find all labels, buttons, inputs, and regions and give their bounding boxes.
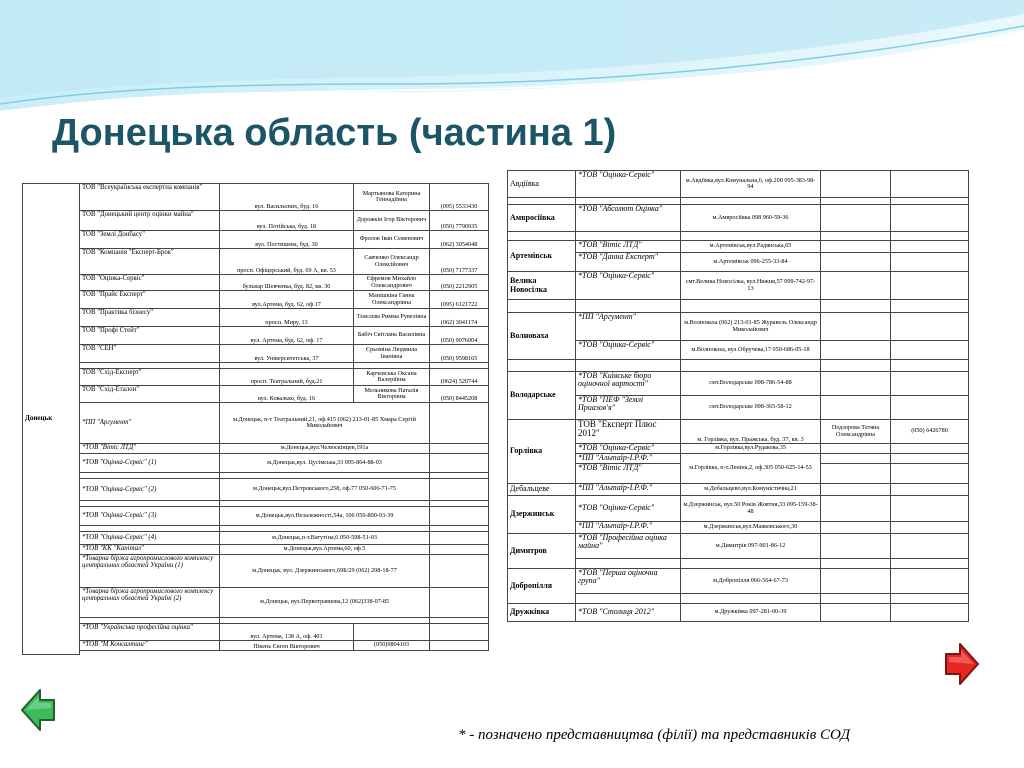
empty-cell [821, 205, 891, 232]
empty-cell [508, 198, 576, 205]
empty-cell [891, 372, 969, 396]
empty-cell [891, 594, 969, 604]
branch-details: м.Донецьк, вул. Дзержинського,69Б/29 (062) 208-18-77 [220, 555, 430, 588]
company-address: бульвар Шевченка, буд. 82, кв. 30 [220, 275, 354, 291]
company-person: Савченко Олександр Олексійович [354, 249, 430, 275]
branch-details: м.Донецьк,п-т.Ватутіна,6 050-598-51-03 [220, 532, 430, 545]
empty-cell [681, 559, 821, 569]
empty-cell [681, 300, 821, 313]
empty-cell [891, 444, 969, 454]
branch-name: *ТОВ "КК "Капітал" [80, 545, 220, 555]
branch-name: *ТОВ "Оцінка-Сервіс" [576, 444, 681, 454]
company-person: Карчевська Оксана Валеріївна [354, 369, 430, 386]
empty-cell [821, 313, 891, 341]
company-person: Тєвєлєва Римма Рувелівна [354, 309, 430, 327]
empty-cell [681, 594, 821, 604]
branch-name: *ТОВ "Перша оціночна група" [576, 569, 681, 594]
branch-name: *ТОВ "Професійна оцінка майна" [576, 534, 681, 559]
city-cell: Дзержинськ [508, 496, 576, 534]
footnote: * - позначено представництва (філії) та представників СОД [458, 727, 851, 743]
empty-cell [430, 532, 489, 545]
empty-cell [821, 372, 891, 396]
branch-name: *ТОВ "Українська професійна оцінка" [80, 624, 220, 641]
city-cell: Велика Новосілка [508, 272, 576, 300]
empty-cell [891, 396, 969, 420]
company-person: Манішкіна Ганна Олександрівна [354, 291, 430, 309]
city-cell: Володарське [508, 372, 576, 420]
company-person: Мельникова Наталія Вікторівна [354, 386, 430, 403]
empty-cell [891, 569, 969, 594]
empty-cell [430, 555, 489, 588]
empty-cell [891, 341, 969, 360]
branch-details: м.Горлівка,вул.Рудакова,35 [681, 444, 821, 454]
branch-details: м.Донецьк,вул.Артема,60, оф.5 [220, 545, 430, 555]
branch-details: смт.Велика Новосілка, вул.Нижня,57 099-742-97-13 [681, 272, 821, 300]
company-phone: (050) 8445208 [430, 386, 489, 403]
branch-name: *ТОВ "Абсолют Оцінка" [576, 205, 681, 232]
company-name: ТОВ "Оцінка-Сервіс" [80, 275, 220, 291]
branch-name: *ТОВ "ПЕФ "Землі Приазов'я" [576, 396, 681, 420]
branch-details: м.Дзержинськ,вул.Маяковського,30 [681, 522, 821, 534]
company-phone: (050) 6426780 [891, 420, 969, 444]
empty-cell [891, 198, 969, 205]
empty-cell [821, 171, 891, 198]
branch-name: *ПП "Альтаїр-І.Р.Ф." [576, 484, 681, 496]
city-cell: Добропілля [508, 569, 576, 604]
empty-cell [821, 594, 891, 604]
company-name: ТОВ "Компанія "Експерт-Брок" [80, 249, 220, 275]
empty-cell [430, 588, 489, 618]
branch-details: м.Донецьк, вул.Первотравнева,12 (062)338-07-85 [220, 588, 430, 618]
company-address: просп. Театральний, буд.21 [220, 369, 354, 386]
empty-cell [891, 171, 969, 198]
branch-details: м.Артемівськ 096-255-33-84 [681, 253, 821, 272]
empty-cell [891, 464, 969, 484]
branch-name: *ПП "Аргумент" [80, 403, 220, 444]
branch-details: м.Дзержинськ, вул.50 Років Жовтня,33 095-159-38-48 [681, 496, 821, 522]
company-person: (050)9804103 [354, 641, 430, 651]
company-name: ТОВ "Схід-Експерт" [80, 369, 220, 386]
company-phone: (050) 7177337 [430, 249, 489, 275]
empty-cell [891, 534, 969, 559]
empty-cell [821, 198, 891, 205]
company-address: вул.Артема, буд. 62, оф.17 [220, 291, 354, 309]
branch-name: *ПП "Аргумент" [576, 313, 681, 341]
empty-cell [891, 484, 969, 496]
empty-cell [576, 198, 681, 205]
empty-cell [430, 507, 489, 526]
company-name: ТОВ "Профі Стейт" [80, 327, 220, 345]
company-address: вул. Постишева, буд. 30 [220, 231, 354, 249]
company-person: Бабіч Світлана Василівна [354, 327, 430, 345]
empty-cell [508, 232, 576, 241]
company-address: м. Горлівка, вул. Пражська, буд. 37, кв. 3 [681, 420, 821, 444]
empty-cell [821, 559, 891, 569]
empty-cell [891, 272, 969, 300]
company-address: вул. Потійська, буд. 18 [220, 211, 354, 231]
company-name: ТОВ "Практика бізнесу" [80, 309, 220, 327]
company-person: Подзорова Тетяна Олександрівна [821, 420, 891, 444]
empty-cell [891, 496, 969, 522]
slide-title: Донецька область (частина 1) [52, 112, 617, 154]
branch-details: м.Донецьк,вул.Петровського,258, оф.77 050-606-71-75 [220, 479, 430, 501]
city-cell: Дружківка [508, 604, 576, 622]
city-cell: Донецьк [23, 184, 80, 655]
empty-cell [576, 559, 681, 569]
company-address: вул. Ковалько, буд. 16 [220, 386, 354, 403]
branch-name: *ТОВ "Оцінка-Сервіс" (2) [80, 479, 220, 501]
branch-name: *Товарна біржа агропромислового комплексу центральних областей України (1) [80, 555, 220, 588]
branch-name: *ПП "Альтаїр-І.Р.Ф." [576, 522, 681, 534]
empty-cell [891, 232, 969, 241]
city-cell: Волноваха [508, 313, 576, 360]
branch-name: *ТОВ "Оцінка-Сервіс" (4) [80, 532, 220, 545]
company-address: Пікень Євген Вікторович [220, 641, 354, 651]
empty-cell [821, 454, 891, 464]
city-cell: Артемівськ [508, 241, 576, 272]
company-name: ТОВ "Прайс Експерт" [80, 291, 220, 309]
company-phone [430, 624, 489, 641]
city-cell: Дебальцеве [508, 484, 576, 496]
empty-cell [891, 205, 969, 232]
company-phone: (050) 7790935 [430, 211, 489, 231]
company-address: просп. Офіцерський, буд. 69 А, кв. 53 [220, 249, 354, 275]
branch-name: *ПП "Альтаїр-І.Р.Ф." [576, 454, 681, 464]
city-cell: Амвросіївка [508, 205, 576, 232]
empty-cell [891, 559, 969, 569]
company-person [354, 624, 430, 641]
branch-name: *ТОВ "Оцінка-Сервіс" (3) [80, 507, 220, 526]
right-arrow-icon [944, 640, 980, 688]
branch-details: м.Волноваха, вул.Обручева,17 050-686-05-18 [681, 341, 821, 360]
empty-cell [821, 496, 891, 522]
empty-cell [821, 396, 891, 420]
empty-cell [576, 360, 681, 372]
branch-name: *Товарна біржа агропромислового комплексу центральних областей Україні (2) [80, 588, 220, 618]
company-name: ТОВ "Схід-Еталон" [80, 386, 220, 403]
empty-cell [821, 569, 891, 594]
empty-cell [681, 232, 821, 241]
empty-cell [821, 300, 891, 313]
company-phone: (062) 3054048 [430, 231, 489, 249]
empty-cell [821, 360, 891, 372]
empty-cell [80, 653, 489, 655]
company-phone: (095) 5533430 [430, 184, 489, 211]
empty-cell [430, 545, 489, 555]
empty-cell [576, 232, 681, 241]
company-person: Мартьянова Катерина Геннадіївна [354, 184, 430, 211]
branch-details: м.Донецьк,вул. Цусімська,33 095-864-88-03 [220, 454, 430, 473]
city-cell: Горлівка [508, 420, 576, 484]
city-cell: Авдіївка [508, 171, 576, 198]
branch-details: м.Амвросіївка 098 960-59-36 [681, 205, 821, 232]
branch-details: м.Дебальцево,вул.Комуністична,21 [681, 484, 821, 496]
company-name: ТОВ "Землі Донбасу" [80, 231, 220, 249]
branch-details: м.Димитрів 097-901-86-12 [681, 534, 821, 559]
company-phone: (050) 9598165 [430, 345, 489, 363]
empty-cell [891, 300, 969, 313]
company-person: Фролов Іван Семенович [354, 231, 430, 249]
branch-name: *ТОВ "Оцінка-Сервіс" [576, 496, 681, 522]
empty-cell [891, 454, 969, 464]
branch-details: смт.Володарське 098-786-54-88 [681, 372, 821, 396]
company-name: ТОВ "Експерт Плюс 2012" [576, 420, 681, 444]
branch-details: м.Донецьк,вул.Челюскінцев,191а [220, 444, 430, 454]
company-address: вул. Артема, 138 А, оф. 401 [220, 624, 354, 641]
branch-details: м.Дружківка 097-281-00-39 [681, 604, 821, 622]
donetsk-region-cities-table [507, 170, 969, 622]
empty-cell [681, 360, 821, 372]
branch-details: м.Волноваха (062) 213-01-85 Журавель Олександр Миколайович [681, 313, 821, 341]
empty-cell [821, 604, 891, 622]
empty-cell [821, 464, 891, 484]
empty-cell [821, 522, 891, 534]
empty-cell [821, 341, 891, 360]
empty-cell [821, 484, 891, 496]
empty-cell [821, 241, 891, 253]
branch-name: *ТОВ "Оцінка-Сервіс" (1) [80, 454, 220, 473]
branch-name: *ТОВ "М Консалтинг" [80, 641, 220, 651]
company-phone: (062) 3041174 [430, 309, 489, 327]
branch-name: *ТОВ "Київське бюро оціночної вартості" [576, 372, 681, 396]
company-phone: (0624) 520744 [430, 369, 489, 386]
empty-cell [821, 444, 891, 454]
empty-cell [891, 313, 969, 341]
branch-details: м.Донецьк,вул.Незалежності,54а, 106 050-800-93-39 [220, 507, 430, 526]
branch-name: *ТОВ "Вітіс ЛТД" [576, 241, 681, 253]
empty-cell [508, 360, 576, 372]
company-name: ТОВ "Донецький центр оцінки майна" [80, 211, 220, 231]
branch-details: м.Артемівськ,вул.Радянська,65 [681, 241, 821, 253]
branch-details: м.Добропілля 066-564-67-73 [681, 569, 821, 594]
empty-cell [430, 403, 489, 444]
left-arrow-icon [20, 686, 56, 734]
empty-cell [430, 444, 489, 454]
empty-cell [430, 454, 489, 473]
donetsk-table [22, 183, 489, 655]
branch-name: *ТОВ "Вітіс ЛТД" [80, 444, 220, 454]
company-address: вул. Університетська, 37 [220, 345, 354, 363]
next-slide-button[interactable] [944, 640, 980, 688]
company-phone: (050) 9076004 [430, 327, 489, 345]
branch-name: *ТОВ "Вітіс ЛТД" [576, 464, 681, 484]
empty-cell [508, 300, 576, 313]
company-person: Єфремов Михайло Олександрович [354, 275, 430, 291]
empty-cell [821, 232, 891, 241]
branch-name: *ТОВ "Оцінка-Сервіс" [576, 171, 681, 198]
empty-cell [891, 241, 969, 253]
branch-details: м.Донецьк, п-т Театральний,21, оф.415 (062) 213-01-85 Хмара Сергій Миколайович [220, 403, 430, 444]
company-name: ТОВ "Всеукраїнська експертна компанія" [80, 184, 220, 211]
branch-name: *ТОВ "Данна Експерт" [576, 253, 681, 272]
previous-slide-button[interactable] [20, 686, 56, 734]
empty-cell [576, 594, 681, 604]
empty-cell [681, 198, 821, 205]
company-phone: (095) 6121722 [430, 291, 489, 309]
decorative-waves [0, 0, 1024, 120]
branch-details: м.Горлівка, п-т.Леніна,2, оф.305 050-625-14-53 [681, 454, 821, 484]
company-address: вул. Васильєвих, буд. 16 [220, 184, 354, 211]
empty-cell [821, 534, 891, 559]
empty-cell [891, 604, 969, 622]
branch-details: м.Авдіївка,вул.Комунальна,6, оф.200 095-383-98-94 [681, 171, 821, 198]
branch-name: *ТОВ "Оцінка-Сервіс" [576, 341, 681, 360]
company-name: ТОВ "СЕН" [80, 345, 220, 363]
branch-name: *ТОВ "Оцінка-Сервіс" [576, 272, 681, 300]
company-person: Дорожкін Ігор Вікторович [354, 211, 430, 231]
empty-cell [576, 300, 681, 313]
company-phone [430, 641, 489, 651]
empty-cell [430, 479, 489, 501]
empty-cell [891, 360, 969, 372]
empty-cell [821, 253, 891, 272]
empty-cell [891, 253, 969, 272]
empty-cell [891, 522, 969, 534]
company-address: просп. Миру, 13 [220, 309, 354, 327]
branch-details: смт.Володарське 098-365-58-12 [681, 396, 821, 420]
empty-cell [821, 272, 891, 300]
company-address: вул. Артема, буд. 62, оф. 17 [220, 327, 354, 345]
company-phone: (050) 2212905 [430, 275, 489, 291]
city-cell: Димитров [508, 534, 576, 569]
company-person: Єрьоміна Людмила Іванівна [354, 345, 430, 363]
branch-name: *ТОВ "Столиця 2012" [576, 604, 681, 622]
